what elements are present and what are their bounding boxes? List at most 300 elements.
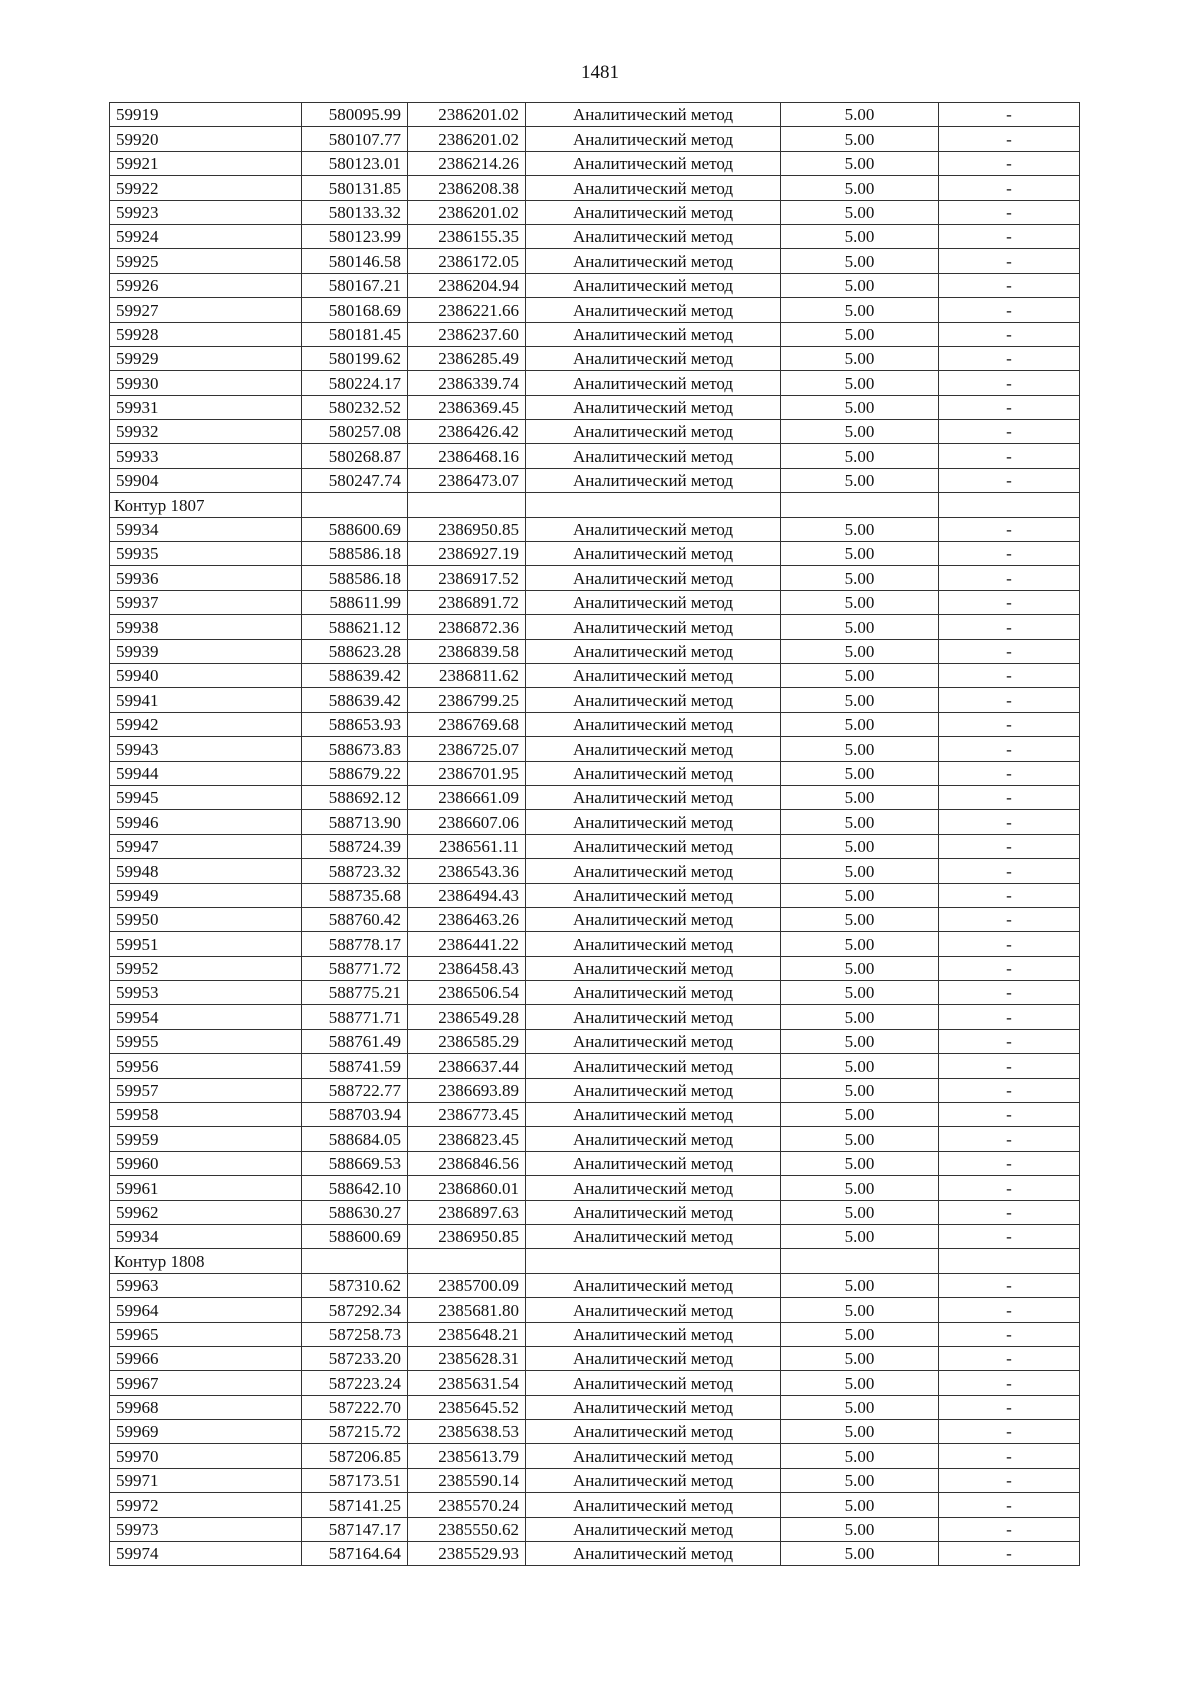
method-cell: Аналитический метод <box>526 590 781 614</box>
point-id-cell: 59925 <box>110 249 302 273</box>
empty-cell <box>526 493 781 517</box>
x-coordinate-cell: 588684.05 <box>302 1127 408 1151</box>
table-row <box>110 1005 1080 1029</box>
table-row <box>110 298 1080 322</box>
method-cell: Аналитический метод <box>526 712 781 736</box>
table-row <box>110 590 1080 614</box>
x-coordinate-cell: 587147.17 <box>302 1517 408 1541</box>
method-cell: Аналитический метод <box>526 1542 781 1566</box>
point-id-cell: 59928 <box>110 322 302 346</box>
point-id-cell: 59946 <box>110 810 302 834</box>
point-id-cell: 59939 <box>110 639 302 663</box>
x-coordinate-cell: 580107.77 <box>302 127 408 151</box>
note-cell: - <box>939 322 1080 346</box>
y-coordinate-cell: 2386823.45 <box>408 1127 526 1151</box>
x-coordinate-cell: 588586.18 <box>302 566 408 590</box>
x-coordinate-cell: 587310.62 <box>302 1273 408 1297</box>
point-id-cell: 59919 <box>110 103 302 127</box>
note-cell: - <box>939 371 1080 395</box>
x-coordinate-cell: 588623.28 <box>302 639 408 663</box>
accuracy-cell: 5.00 <box>781 1273 939 1297</box>
y-coordinate-cell: 2386543.36 <box>408 859 526 883</box>
y-coordinate-cell: 2385700.09 <box>408 1273 526 1297</box>
y-coordinate-cell: 2386506.54 <box>408 981 526 1005</box>
point-id-cell: 59944 <box>110 761 302 785</box>
note-cell: - <box>939 590 1080 614</box>
y-coordinate-cell: 2386811.62 <box>408 663 526 687</box>
x-coordinate-cell: 588611.99 <box>302 590 408 614</box>
point-id-cell: 59904 <box>110 468 302 492</box>
note-cell: - <box>939 1200 1080 1224</box>
empty-cell <box>302 1249 408 1273</box>
accuracy-cell: 5.00 <box>781 322 939 346</box>
table-row <box>110 322 1080 346</box>
x-coordinate-cell: 587233.20 <box>302 1346 408 1370</box>
accuracy-cell: 5.00 <box>781 151 939 175</box>
table-row <box>110 346 1080 370</box>
note-cell: - <box>939 1151 1080 1175</box>
table-row <box>110 273 1080 297</box>
point-id-cell: 59931 <box>110 395 302 419</box>
accuracy-cell: 5.00 <box>781 1395 939 1419</box>
y-coordinate-cell: 2386693.89 <box>408 1078 526 1102</box>
table-row <box>110 444 1080 468</box>
empty-cell <box>781 1249 939 1273</box>
note-cell: - <box>939 981 1080 1005</box>
accuracy-cell: 5.00 <box>781 249 939 273</box>
accuracy-cell: 5.00 <box>781 712 939 736</box>
method-cell: Аналитический метод <box>526 1224 781 1248</box>
point-id-cell: 59956 <box>110 1054 302 1078</box>
method-cell: Аналитический метод <box>526 1493 781 1517</box>
y-coordinate-cell: 2386285.49 <box>408 346 526 370</box>
y-coordinate-cell: 2386458.43 <box>408 956 526 980</box>
method-cell: Аналитический метод <box>526 688 781 712</box>
x-coordinate-cell: 588639.42 <box>302 688 408 712</box>
accuracy-cell: 5.00 <box>781 224 939 248</box>
accuracy-cell: 5.00 <box>781 566 939 590</box>
accuracy-cell: 5.00 <box>781 1444 939 1468</box>
table-row <box>110 420 1080 444</box>
method-cell: Аналитический метод <box>526 371 781 395</box>
table-row <box>110 1298 1080 1322</box>
x-coordinate-cell: 580133.32 <box>302 200 408 224</box>
accuracy-cell: 5.00 <box>781 103 939 127</box>
method-cell: Аналитический метод <box>526 1151 781 1175</box>
point-id-cell: 59923 <box>110 200 302 224</box>
y-coordinate-cell: 2385681.80 <box>408 1298 526 1322</box>
table-row <box>110 615 1080 639</box>
x-coordinate-cell: 587292.34 <box>302 1298 408 1322</box>
note-cell: - <box>939 834 1080 858</box>
x-coordinate-cell: 588771.71 <box>302 1005 408 1029</box>
table-row <box>110 1517 1080 1541</box>
table-row <box>110 395 1080 419</box>
point-id-cell: 59965 <box>110 1322 302 1346</box>
method-cell: Аналитический метод <box>526 932 781 956</box>
point-id-cell: 59963 <box>110 1273 302 1297</box>
note-cell: - <box>939 103 1080 127</box>
accuracy-cell: 5.00 <box>781 1029 939 1053</box>
y-coordinate-cell: 2386426.42 <box>408 420 526 444</box>
method-cell: Аналитический метод <box>526 1200 781 1224</box>
method-cell: Аналитический метод <box>526 566 781 590</box>
y-coordinate-cell: 2386607.06 <box>408 810 526 834</box>
accuracy-cell: 5.00 <box>781 1371 939 1395</box>
accuracy-cell: 5.00 <box>781 639 939 663</box>
method-cell: Аналитический метод <box>526 615 781 639</box>
note-cell: - <box>939 1078 1080 1102</box>
accuracy-cell: 5.00 <box>781 395 939 419</box>
x-coordinate-cell: 587164.64 <box>302 1542 408 1566</box>
note-cell: - <box>939 639 1080 663</box>
method-cell: Аналитический метод <box>526 1298 781 1322</box>
table-row <box>110 834 1080 858</box>
point-id-cell: 59952 <box>110 956 302 980</box>
method-cell: Аналитический метод <box>526 176 781 200</box>
y-coordinate-cell: 2386769.68 <box>408 712 526 736</box>
note-cell: - <box>939 127 1080 151</box>
method-cell: Аналитический метод <box>526 1273 781 1297</box>
note-cell: - <box>939 883 1080 907</box>
table-row <box>110 859 1080 883</box>
point-id-cell: 59927 <box>110 298 302 322</box>
method-cell: Аналитический метод <box>526 127 781 151</box>
point-id-cell: 59974 <box>110 1542 302 1566</box>
x-coordinate-cell: 580257.08 <box>302 420 408 444</box>
y-coordinate-cell: 2386799.25 <box>408 688 526 712</box>
empty-cell <box>526 1249 781 1273</box>
coordinates-table-body <box>110 103 1080 1566</box>
accuracy-cell: 5.00 <box>781 590 939 614</box>
x-coordinate-cell: 588673.83 <box>302 737 408 761</box>
note-cell: - <box>939 785 1080 809</box>
note-cell: - <box>939 151 1080 175</box>
table-row <box>110 663 1080 687</box>
method-cell: Аналитический метод <box>526 273 781 297</box>
y-coordinate-cell: 2386773.45 <box>408 1103 526 1127</box>
x-coordinate-cell: 588703.94 <box>302 1103 408 1127</box>
x-coordinate-cell: 588630.27 <box>302 1200 408 1224</box>
y-coordinate-cell: 2385570.24 <box>408 1493 526 1517</box>
x-coordinate-cell: 588639.42 <box>302 663 408 687</box>
note-cell: - <box>939 176 1080 200</box>
point-id-cell: 59940 <box>110 663 302 687</box>
note-cell: - <box>939 1176 1080 1200</box>
point-id-cell: 59961 <box>110 1176 302 1200</box>
y-coordinate-cell: 2386927.19 <box>408 542 526 566</box>
x-coordinate-cell: 588600.69 <box>302 1224 408 1248</box>
point-id-cell: 59934 <box>110 517 302 541</box>
point-id-cell: 59921 <box>110 151 302 175</box>
table-row <box>110 639 1080 663</box>
table-row <box>110 517 1080 541</box>
method-cell: Аналитический метод <box>526 785 781 809</box>
contour-header-row <box>110 1249 1080 1273</box>
table-row <box>110 1151 1080 1175</box>
y-coordinate-cell: 2386463.26 <box>408 907 526 931</box>
note-cell: - <box>939 566 1080 590</box>
note-cell: - <box>939 810 1080 834</box>
accuracy-cell: 5.00 <box>781 1322 939 1346</box>
accuracy-cell: 5.00 <box>781 981 939 1005</box>
note-cell: - <box>939 1468 1080 1492</box>
note-cell: - <box>939 761 1080 785</box>
y-coordinate-cell: 2386369.45 <box>408 395 526 419</box>
method-cell: Аналитический метод <box>526 1420 781 1444</box>
accuracy-cell: 5.00 <box>781 1493 939 1517</box>
accuracy-cell: 5.00 <box>781 1224 939 1248</box>
table-row <box>110 688 1080 712</box>
accuracy-cell: 5.00 <box>781 785 939 809</box>
accuracy-cell: 5.00 <box>781 834 939 858</box>
accuracy-cell: 5.00 <box>781 1078 939 1102</box>
y-coordinate-cell: 2386208.38 <box>408 176 526 200</box>
empty-cell <box>939 1249 1080 1273</box>
point-id-cell: 59934 <box>110 1224 302 1248</box>
accuracy-cell: 5.00 <box>781 176 939 200</box>
point-id-cell: 59964 <box>110 1298 302 1322</box>
point-id-cell: 59932 <box>110 420 302 444</box>
accuracy-cell: 5.00 <box>781 1346 939 1370</box>
x-coordinate-cell: 588669.53 <box>302 1151 408 1175</box>
note-cell: - <box>939 468 1080 492</box>
method-cell: Аналитический метод <box>526 249 781 273</box>
method-cell: Аналитический метод <box>526 810 781 834</box>
y-coordinate-cell: 2386204.94 <box>408 273 526 297</box>
x-coordinate-cell: 587141.25 <box>302 1493 408 1517</box>
table-row <box>110 907 1080 931</box>
note-cell: - <box>939 1420 1080 1444</box>
x-coordinate-cell: 587223.24 <box>302 1371 408 1395</box>
note-cell: - <box>939 224 1080 248</box>
x-coordinate-cell: 587173.51 <box>302 1468 408 1492</box>
table-row <box>110 737 1080 761</box>
table-row <box>110 1420 1080 1444</box>
table-row <box>110 1103 1080 1127</box>
method-cell: Аналитический метод <box>526 151 781 175</box>
point-id-cell: 59958 <box>110 1103 302 1127</box>
accuracy-cell: 5.00 <box>781 127 939 151</box>
note-cell: - <box>939 932 1080 956</box>
y-coordinate-cell: 2386897.63 <box>408 1200 526 1224</box>
accuracy-cell: 5.00 <box>781 346 939 370</box>
note-cell: - <box>939 444 1080 468</box>
y-coordinate-cell: 2386860.01 <box>408 1176 526 1200</box>
y-coordinate-cell: 2386950.85 <box>408 517 526 541</box>
x-coordinate-cell: 587258.73 <box>302 1322 408 1346</box>
x-coordinate-cell: 580224.17 <box>302 371 408 395</box>
y-coordinate-cell: 2386725.07 <box>408 737 526 761</box>
table-row <box>110 810 1080 834</box>
method-cell: Аналитический метод <box>526 834 781 858</box>
table-row <box>110 1273 1080 1297</box>
x-coordinate-cell: 580247.74 <box>302 468 408 492</box>
note-cell: - <box>939 1322 1080 1346</box>
x-coordinate-cell: 588778.17 <box>302 932 408 956</box>
point-id-cell: 59942 <box>110 712 302 736</box>
accuracy-cell: 5.00 <box>781 688 939 712</box>
point-id-cell: 59953 <box>110 981 302 1005</box>
empty-cell <box>408 493 526 517</box>
note-cell: - <box>939 1371 1080 1395</box>
x-coordinate-cell: 588692.12 <box>302 785 408 809</box>
empty-cell <box>408 1249 526 1273</box>
y-coordinate-cell: 2386339.74 <box>408 371 526 395</box>
accuracy-cell: 5.00 <box>781 1103 939 1127</box>
y-coordinate-cell: 2386661.09 <box>408 785 526 809</box>
method-cell: Аналитический метод <box>526 224 781 248</box>
note-cell: - <box>939 200 1080 224</box>
method-cell: Аналитический метод <box>526 1322 781 1346</box>
table-row <box>110 1322 1080 1346</box>
accuracy-cell: 5.00 <box>781 956 939 980</box>
point-id-cell: 59930 <box>110 371 302 395</box>
point-id-cell: 59935 <box>110 542 302 566</box>
y-coordinate-cell: 2385613.79 <box>408 1444 526 1468</box>
accuracy-cell: 5.00 <box>781 737 939 761</box>
note-cell: - <box>939 420 1080 444</box>
accuracy-cell: 5.00 <box>781 1054 939 1078</box>
y-coordinate-cell: 2386549.28 <box>408 1005 526 1029</box>
y-coordinate-cell: 2385648.21 <box>408 1322 526 1346</box>
note-cell: - <box>939 907 1080 931</box>
table-row <box>110 151 1080 175</box>
empty-cell <box>939 493 1080 517</box>
accuracy-cell: 5.00 <box>781 663 939 687</box>
accuracy-cell: 5.00 <box>781 444 939 468</box>
method-cell: Аналитический метод <box>526 1371 781 1395</box>
point-id-cell: 59959 <box>110 1127 302 1151</box>
point-id-cell: 59936 <box>110 566 302 590</box>
accuracy-cell: 5.00 <box>781 859 939 883</box>
note-cell: - <box>939 688 1080 712</box>
accuracy-cell: 5.00 <box>781 298 939 322</box>
table-row <box>110 200 1080 224</box>
y-coordinate-cell: 2386155.35 <box>408 224 526 248</box>
accuracy-cell: 5.00 <box>781 1200 939 1224</box>
accuracy-cell: 5.00 <box>781 1420 939 1444</box>
point-id-cell: 59949 <box>110 883 302 907</box>
table-row <box>110 1395 1080 1419</box>
table-row <box>110 1078 1080 1102</box>
method-cell: Аналитический метод <box>526 1103 781 1127</box>
table-row <box>110 785 1080 809</box>
y-coordinate-cell: 2386441.22 <box>408 932 526 956</box>
table-row <box>110 1176 1080 1200</box>
x-coordinate-cell: 588713.90 <box>302 810 408 834</box>
table-row <box>110 932 1080 956</box>
method-cell: Аналитический метод <box>526 468 781 492</box>
table-row <box>110 103 1080 127</box>
point-id-cell: 59922 <box>110 176 302 200</box>
point-id-cell: 59926 <box>110 273 302 297</box>
table-row <box>110 712 1080 736</box>
x-coordinate-cell: 580123.99 <box>302 224 408 248</box>
table-row <box>110 127 1080 151</box>
y-coordinate-cell: 2385631.54 <box>408 1371 526 1395</box>
table-row <box>110 1468 1080 1492</box>
method-cell: Аналитический метод <box>526 639 781 663</box>
note-cell: - <box>939 346 1080 370</box>
note-cell: - <box>939 1005 1080 1029</box>
note-cell: - <box>939 1395 1080 1419</box>
table-row <box>110 1493 1080 1517</box>
note-cell: - <box>939 1054 1080 1078</box>
y-coordinate-cell: 2386201.02 <box>408 127 526 151</box>
point-id-cell: 59954 <box>110 1005 302 1029</box>
accuracy-cell: 5.00 <box>781 1298 939 1322</box>
y-coordinate-cell: 2386561.11 <box>408 834 526 858</box>
note-cell: - <box>939 1103 1080 1127</box>
x-coordinate-cell: 588642.10 <box>302 1176 408 1200</box>
y-coordinate-cell: 2386846.56 <box>408 1151 526 1175</box>
x-coordinate-cell: 580167.21 <box>302 273 408 297</box>
note-cell: - <box>939 517 1080 541</box>
method-cell: Аналитический метод <box>526 859 781 883</box>
table-row <box>110 176 1080 200</box>
accuracy-cell: 5.00 <box>781 1127 939 1151</box>
point-id-cell: 59933 <box>110 444 302 468</box>
y-coordinate-cell: 2386214.26 <box>408 151 526 175</box>
method-cell: Аналитический метод <box>526 542 781 566</box>
x-coordinate-cell: 588679.22 <box>302 761 408 785</box>
point-id-cell: 59960 <box>110 1151 302 1175</box>
method-cell: Аналитический метод <box>526 322 781 346</box>
note-cell: - <box>939 395 1080 419</box>
note-cell: - <box>939 1029 1080 1053</box>
x-coordinate-cell: 587215.72 <box>302 1420 408 1444</box>
x-coordinate-cell: 587222.70 <box>302 1395 408 1419</box>
accuracy-cell: 5.00 <box>781 542 939 566</box>
y-coordinate-cell: 2386950.85 <box>408 1224 526 1248</box>
note-cell: - <box>939 615 1080 639</box>
table-row <box>110 1346 1080 1370</box>
accuracy-cell: 5.00 <box>781 810 939 834</box>
x-coordinate-cell: 580268.87 <box>302 444 408 468</box>
method-cell: Аналитический метод <box>526 103 781 127</box>
accuracy-cell: 5.00 <box>781 883 939 907</box>
method-cell: Аналитический метод <box>526 981 781 1005</box>
point-id-cell: 59941 <box>110 688 302 712</box>
coordinates-table <box>109 102 1080 1566</box>
point-id-cell: 59957 <box>110 1078 302 1102</box>
y-coordinate-cell: 2385590.14 <box>408 1468 526 1492</box>
x-coordinate-cell: 588741.59 <box>302 1054 408 1078</box>
method-cell: Аналитический метод <box>526 1176 781 1200</box>
point-id-cell: 59943 <box>110 737 302 761</box>
x-coordinate-cell: 588653.93 <box>302 712 408 736</box>
method-cell: Аналитический метод <box>526 737 781 761</box>
empty-cell <box>302 493 408 517</box>
method-cell: Аналитический метод <box>526 1029 781 1053</box>
table-row <box>110 956 1080 980</box>
method-cell: Аналитический метод <box>526 663 781 687</box>
y-coordinate-cell: 2386237.60 <box>408 322 526 346</box>
x-coordinate-cell: 588760.42 <box>302 907 408 931</box>
point-id-cell: 59966 <box>110 1346 302 1370</box>
method-cell: Аналитический метод <box>526 907 781 931</box>
point-id-cell: 59938 <box>110 615 302 639</box>
x-coordinate-cell: 588761.49 <box>302 1029 408 1053</box>
point-id-cell: 59968 <box>110 1395 302 1419</box>
method-cell: Аналитический метод <box>526 1517 781 1541</box>
x-coordinate-cell: 588621.12 <box>302 615 408 639</box>
accuracy-cell: 5.00 <box>781 1151 939 1175</box>
note-cell: - <box>939 1517 1080 1541</box>
accuracy-cell: 5.00 <box>781 1005 939 1029</box>
accuracy-cell: 5.00 <box>781 200 939 224</box>
